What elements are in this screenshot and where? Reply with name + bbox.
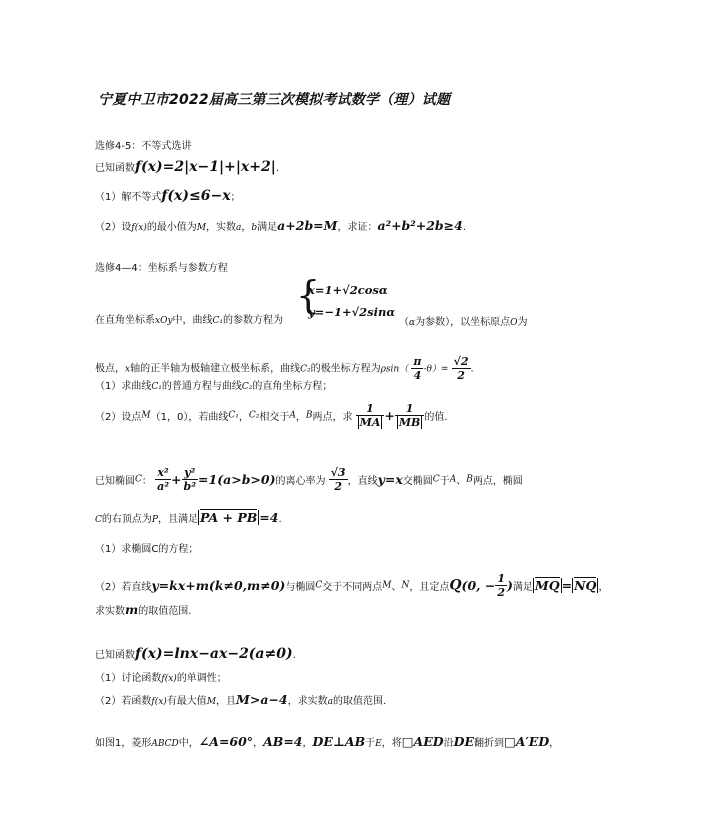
q2-line1-text-a: 在直角坐标系 [95,315,155,326]
q3-line1-text-c: ，直线 [347,476,378,487]
q2-part1-C2: C₂ [241,382,253,392]
page-title: 宁夏中卫市2022届高三第三次模拟考试数学（理）试题 [98,92,451,108]
q2-section-heading: 选修4—4：坐标系与参数方程 [95,263,228,274]
q2-line2-text-c: 的极坐标方程为 [310,363,381,375]
q1-part2-inequality: a²+b²+2b≥4 [377,218,463,233]
q2-part2-B: B [305,410,313,421]
q3-line1-C2: C [432,474,440,485]
q2-frac-pi-den: 4 [413,369,422,382]
q5-stem [95,734,559,749]
q3-line1 [95,466,523,493]
q1-stem-formula: f(x)=2|x−1|+|x+2| [135,159,276,175]
q3-part2-text-c: 交于不同两点 [322,582,383,593]
q3-frac-one-half [495,572,507,599]
q3-frac-eccentricity [329,466,348,493]
q3-fy-num: y² [182,466,199,480]
q1-part2-condition: a+2b=M [277,218,338,233]
q3-part2-M: M [382,580,392,591]
q1-part2-text-d: ， [241,222,252,233]
q3-part2-text-a: （2）若直线 [95,582,152,593]
q2-line1-C1: C₁ [212,316,224,326]
q5-text-d: ， [302,738,313,749]
q2-line1-xoy: xOy [155,316,173,326]
q3-vector-sum-text: PA + PB [199,510,258,525]
q1-stem [95,159,279,175]
q1-stem-suffix: . [275,163,280,174]
q1-part1-prefix: （1）解不等式 [95,192,162,203]
q3-line1-text-b: 的离心率为 [275,476,326,487]
q2-line1-text-b: 中，曲线 [172,315,213,326]
q4-stem-prefix: 已知函数 [95,650,135,661]
q4-formula: f(x)=lnx−ax−2(a≠0) [135,646,293,662]
q5-text-g: 沿 [443,738,454,749]
q4-stem-end: . [292,650,296,661]
q2-part2-text-d: 相交于 [259,412,290,423]
q3-line1-colon: ： [141,476,152,487]
q1-part1-suffix: ； [230,192,241,203]
q3-line1-C: C [135,474,142,485]
q2-part2-text-c: ， [238,412,249,423]
q2-frac2-num: 1 [395,402,424,416]
q3-line2-end: . [278,514,282,525]
q5-triangle-AED: □AED [401,734,444,749]
q2-part2-A: A [289,410,296,421]
q1-part2-fx: f(x) [131,223,147,233]
q2-part1-text-c: 的直角坐标方程； [252,381,333,392]
q1-part2-M: M [196,223,207,233]
q2-line2-text-b: 轴的正半轴为极轴建立极坐标系，曲线 [130,363,301,375]
q3-part1: （1）求椭圆C的方程； [95,544,199,555]
q2-line1-text-c: 的参数方程为 [223,315,284,326]
q1-part2-text-f: ，求证： [337,222,378,233]
q3-plus: + [171,472,182,487]
q3-vector-sum [198,510,259,525]
q2-line1-O: O [510,318,518,328]
q5-text-i: ， [549,738,560,749]
q3-line1-text-a: 已知椭圆 [95,476,135,487]
q3-line1-text-e: 于 [439,476,450,487]
q4-stem [95,646,296,662]
q2-line1-alpha: α [409,318,416,328]
q5-text-a: 如图1，菱形 [95,738,152,749]
q2-line2-text-a: 极点， [95,363,125,375]
q2-frac-root2-num: √2 [453,355,469,368]
q3-MQ-text: MQ [534,578,560,593]
q2-frac2-den: MB [398,416,421,429]
q3-part2-line2-text-a: 求实数 [95,606,125,617]
q4-part2-text-b: 有最大值 [166,696,207,707]
q1-part1-formula: f(x)≤6−x [161,188,231,204]
q2-part1-text-a: （1）求曲线 [95,381,152,392]
q3-part2-text-d: 、 [391,582,402,593]
q3-part2-Q: Q [449,577,462,594]
q3-line1-text-g: 两点，椭圆 [472,476,523,487]
q5-text-b: 中， [178,738,199,749]
q2-line1 [95,311,283,326]
q5-text-e: 于 [365,738,376,749]
q4-part2-text-e: 的取值范围. [333,696,387,707]
q1-section-heading: 选修4-5：不等式选讲 [95,141,192,152]
q1-part2-a: a [236,223,242,233]
q3-line2-text-b: ，且满足 [157,514,198,525]
q2-plus: + [384,408,395,423]
q3-fx-den: a² [157,480,170,493]
q3-part2 [95,572,608,599]
q3-part2-text-e: ，且定点 [409,582,450,593]
q3-part2-line-eq: y=kx+m(k≠0,m≠0) [151,578,286,593]
q2-line2-x: x [125,364,131,375]
q4-part1-fx: f(x) [161,674,177,684]
q2-part2-text-g: 的值. [424,412,448,423]
q3-part2-line2 [95,602,191,617]
q2-line1-text-f: 为 [517,317,528,328]
q2-part2-text-e: ， [295,412,306,423]
q3-line2-P: P [151,515,158,525]
q3-line-eq: y=x [377,472,403,487]
q2-line2-rho: ρsin（ [380,364,409,375]
q2-frac-1-over-MA [356,402,385,429]
q1-part2-text-e: 满足 [257,222,278,233]
q3-abs-MQ [533,578,562,593]
q4-part2-text-a: （2）若函数 [95,696,152,707]
q1-part2-b: b [251,223,258,233]
q2-line2-end: . [470,363,474,375]
q3-part2-text-g: ， [598,582,609,593]
q3-MQ-NQ-eq: = [561,578,573,593]
q2-part2-C1: C₁ [228,410,239,421]
q2-frac-1-over-MB [395,402,424,429]
q2-frac-root2-over-2 [452,355,471,382]
q2-system-line2: y=−1+√2sinα [308,305,396,319]
q1-part1 [95,188,241,204]
q2-part1-text-b: 的普通方程与曲线 [161,381,242,392]
q3-abs-NQ [572,578,598,593]
q2-part2-M: M [141,410,151,421]
q2-frac1-num: 1 [356,402,385,416]
q3-part2-Q-open: (0, − [461,578,496,593]
q3-line2-C: C [95,515,102,525]
q4-part1-text-b: 的单调性； [176,673,227,684]
q3-line1-B: B [466,474,473,485]
q4-part2-condition: M>a−4 [236,692,288,707]
q5-perp: DE⊥AB [312,734,366,749]
q2-part2 [95,402,448,429]
q3-part2-text-b: 与椭圆 [285,582,316,593]
q2-system-brace: { [296,273,321,317]
q3-part2-Q-close: ) [506,578,513,593]
q5-text-h: 翻折到 [473,738,504,749]
q5-text-c: ， [253,738,264,749]
q3-NQ-text: NQ [574,578,597,593]
q3-part2-N: N [401,580,410,591]
q5-triangle-A-prime-ED: □A′ED [503,734,550,749]
q3-line1-text-d: 交椭圆 [402,476,433,487]
q5-E: E [375,739,382,749]
q1-part2 [95,218,466,233]
q3-fy-den: b² [183,480,197,493]
q4-part2-text-d: ，求实数 [287,696,328,707]
q2-line2-theta: -θ）= [423,364,449,375]
q4-part1 [95,669,227,684]
q2-part1 [95,377,332,392]
q2-line1-text-d: （ [399,317,409,328]
q3-fq-num: 1 [497,572,505,585]
q2-part1-C1: C₁ [151,382,162,392]
q3-fx-num: x² [155,466,171,480]
q3-fq-den: 2 [497,586,505,599]
q3-line1-text-f: 、 [456,476,467,487]
q3-part2-line2-text-b: 的取值范围. [138,606,192,617]
q1-part2-text-a: （2）设 [95,222,132,233]
q5-angle: ∠A=60° [198,734,254,749]
q4-part2-text-c: ，且 [216,696,237,707]
q3-frac-x2-a2 [155,466,171,493]
q3-fe-num: √3 [330,466,346,479]
q3-line2 [95,510,282,525]
q2-part2-text-a: （2）设点 [95,412,142,423]
q3-part2-m: m [125,602,139,617]
q4-part2-fx: f(x) [151,697,167,707]
q1-part2-text-c: ，实数 [206,222,237,233]
q3-vector-eq: =4 [259,510,279,525]
q3-line1-A: A [449,474,457,485]
q3-fe-den: 2 [334,480,342,493]
q3-part2-C: C [315,580,323,591]
q4-part2-a: a [327,697,333,707]
q2-frac-pi-over-4 [411,355,423,382]
q3-ellipse-eq: =1(a>b>0) [198,472,276,487]
q4-part2 [95,692,386,707]
q2-frac1-den: MA [359,416,381,429]
q3-line2-text-a: 的右顶点为 [101,514,152,525]
q2-line1-text-e: 为参数），以坐标原点 [415,317,511,328]
q2-part2-text-b: （1，0），若曲线 [150,412,229,423]
q2-part2-text-f: 两点，求 [312,412,353,423]
q3-part2-text-f: 满足 [512,582,533,593]
q2-system-line1: x=1+√2cosα [308,283,388,297]
q2-frac-root2-den: 2 [457,369,465,382]
q1-part2-end: . [462,222,467,233]
q3-frac-y2-b2 [182,466,199,493]
q2-frac-pi-num: π [413,355,422,368]
q2-part2-C2: C₂ [248,410,260,421]
q1-part2-text-b: 的最小值为 [146,222,197,233]
q5-text-f: ，将 [381,738,402,749]
q2-line1-tail [399,313,527,328]
q5-ABCD: ABCD [151,739,179,749]
q5-AB: AB=4 [263,734,303,749]
q1-stem-prefix: 已知函数 [95,163,135,174]
q5-DE: DE [453,734,474,749]
q2-line2-C2: C₂ [300,364,311,375]
q4-part2-M: M [206,697,217,707]
q4-part1-text-a: （1）讨论函数 [95,673,162,684]
